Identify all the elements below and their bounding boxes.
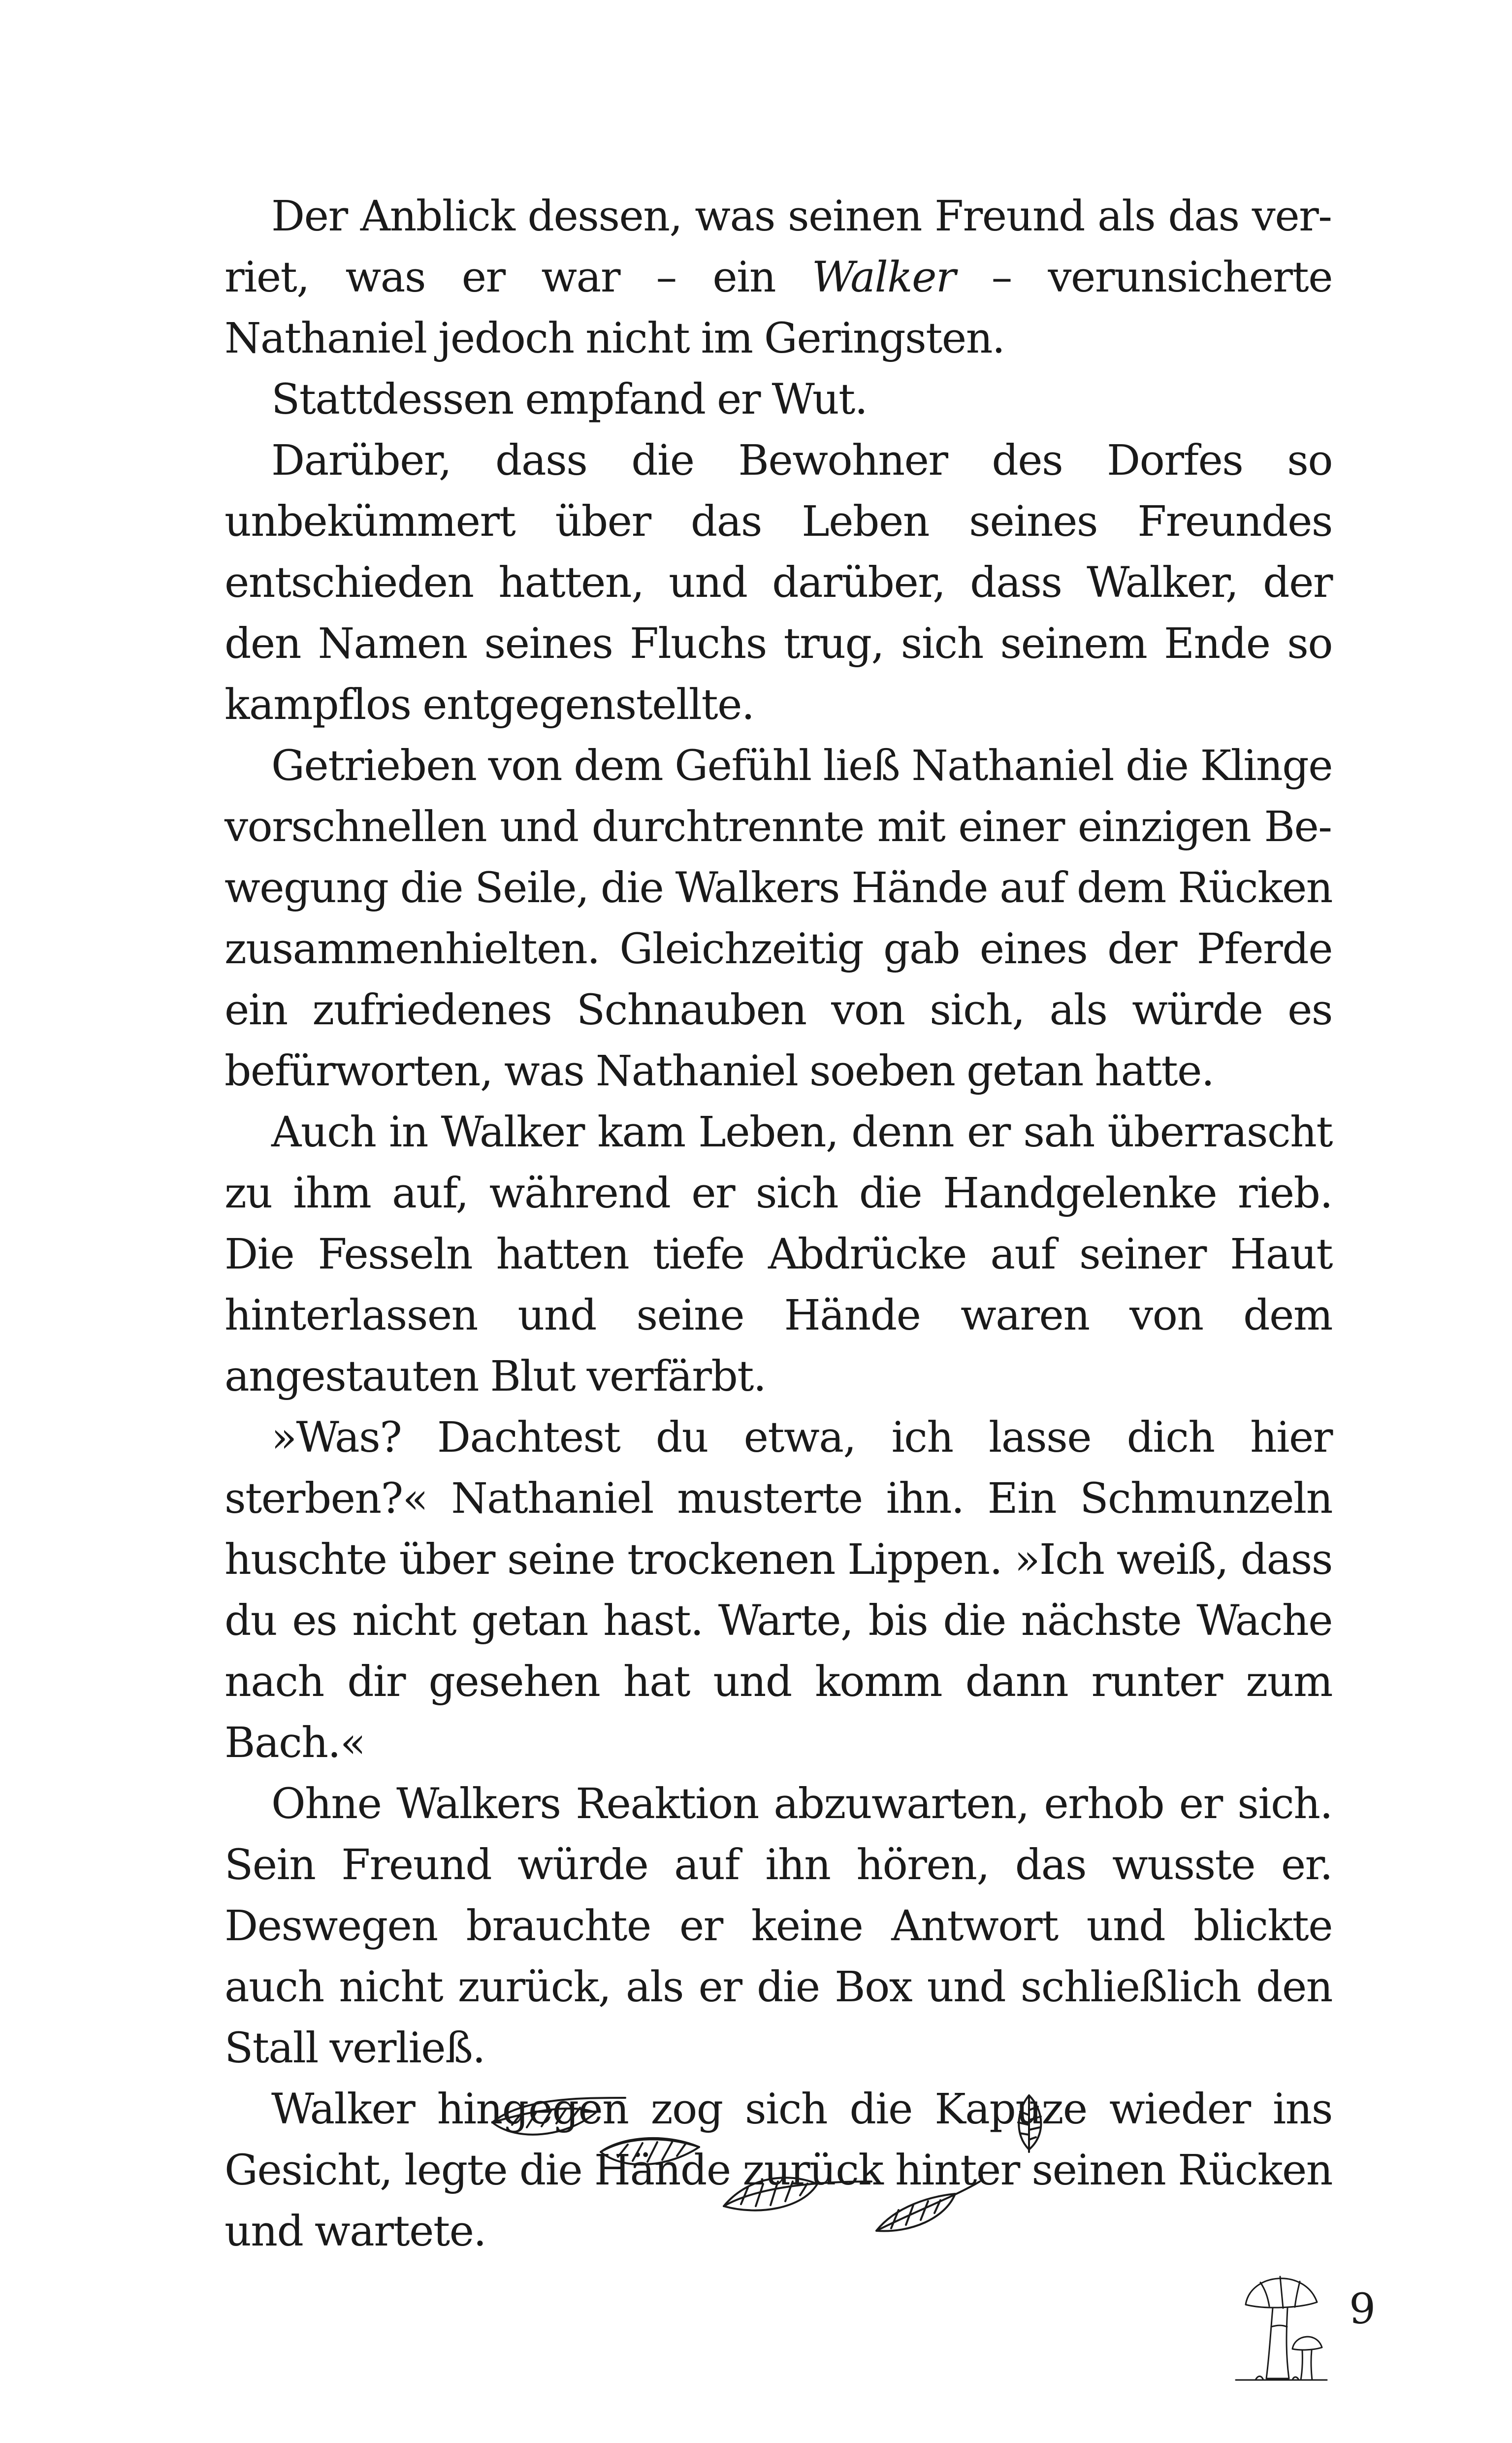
paragraph: [225, 1102, 1332, 1407]
leaf-icon: [876, 2182, 980, 2231]
paragraph: [225, 1774, 1332, 2079]
text-span: Ohne Walkers Reaktion abzuwarten, erhob er sich. Sein Freund würde auf ihn hören, das wusste er. Deswegen brauchte er keine Antwort und blickte auch nicht zurück, als er die Box und schließlich den Stall verließ.: [225, 1780, 1332, 2073]
text-span: Getrieben von dem Gefühl ließ Nathaniel die Klinge vorschnellen und durchtrennte mit einer einzigen Bewegung die Seile, die Walkers Hände auf dem Rücken zusammenhielten. Gleichzeitig gab eines der Pferde ein zufriedenes Schnauben von sich, als würde es befürworten, was Nathaniel soeben getan hatte.: [225, 742, 1332, 1096]
leaf-icon: [601, 2138, 699, 2165]
page-number: 9: [1349, 2285, 1376, 2334]
emphasized-text: Walker: [811, 253, 956, 302]
body-text: [225, 186, 1332, 2262]
leaf-icon: [492, 2098, 625, 2135]
paragraph: [225, 1407, 1332, 1774]
falling-leaves-ornament-icon: [483, 2088, 1073, 2250]
paragraph: [225, 736, 1332, 1102]
paragraph: [225, 186, 1332, 369]
text-span: »Was? Dachtest du etwa, ich lasse dich hier sterben?« Nathaniel musterte ihn. Ein Schmunzeln huschte über seine trockenen Lippen. »Ich weiß, dass du es nicht getan hast. Warte, bis die nächste Wache nach dir gesehen hat und komm dann runter zum Bach.«: [225, 1413, 1332, 1767]
text-span: Der Anblick dessen, was seinen Freund als das verriet, was er war – ein: [225, 192, 1332, 302]
leaf-icon: [1018, 2095, 1041, 2152]
text-span: Walker hingegen zog sich die Kapuze wieder ins Gesicht, legte die Hände zurück hinter seinen Rücken und wartete.: [225, 2085, 1332, 2256]
mushroom-icon: [1231, 2263, 1329, 2386]
text-span: – verunsicherte Nathaniel jedoch nicht im Geringsten.: [225, 253, 1332, 363]
paragraph: [225, 369, 1332, 430]
text-span: Darüber, dass die Bewohner des Dorfes so unbekümmert über das Leben seines Freundes entschieden hatten, und darüber, dass Walker, der den Namen seines Fluchs trug, sich seinem Ende so kampflos entgegenstellte.: [225, 436, 1332, 729]
text-span: Auch in Walker kam Leben, denn er sah überrascht zu ihm auf, während er sich die Handgelenke rieb. Die Fesseln hatten tiefe Abdrücke auf seiner Haut hinterlassen und seine Hände waren von dem angestauten Blut verfärbt.: [225, 1108, 1332, 1401]
text-span: Stattdessen empfand er Wut.: [271, 375, 868, 424]
leaf-icon: [724, 2178, 871, 2210]
paragraph: [225, 430, 1332, 736]
